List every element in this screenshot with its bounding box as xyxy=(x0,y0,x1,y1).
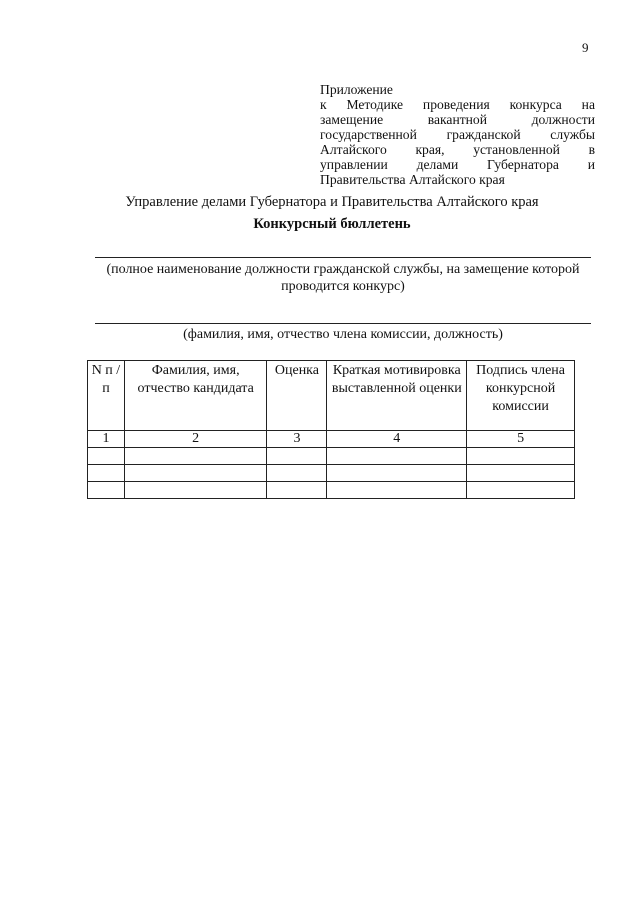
column-number: 1 xyxy=(88,431,125,448)
table-cell[interactable] xyxy=(124,482,267,499)
header-candidate-name: Фамилия, имя, отчество кандидата xyxy=(124,361,267,431)
appendix-line: управлении делами Губернатора и xyxy=(320,157,595,172)
table-cell[interactable] xyxy=(467,448,575,465)
table-cell[interactable] xyxy=(267,482,327,499)
document-title: Конкурсный бюллетень xyxy=(253,216,411,232)
page-number: 9 xyxy=(582,40,589,55)
appendix-line: замещение вакантной должности xyxy=(320,112,595,127)
table-cell[interactable] xyxy=(327,465,467,482)
table-numbering-row xyxy=(88,431,575,448)
table-row xyxy=(88,448,575,465)
header-number: N п /п xyxy=(88,361,125,431)
appendix-line: Правительства Алтайского края xyxy=(320,172,505,187)
member-fill-line xyxy=(95,323,591,324)
header-score: Оценка xyxy=(267,361,327,431)
organization-title: Управление делами Губернатора и Правительства Алтайского края xyxy=(125,194,539,210)
table-cell[interactable] xyxy=(124,465,267,482)
appendix-line: Приложение xyxy=(320,82,393,97)
column-number: 4 xyxy=(327,431,467,448)
appendix-note xyxy=(320,82,595,187)
table-cell[interactable] xyxy=(88,465,125,482)
table-cell[interactable] xyxy=(88,482,125,499)
header-motivation: Краткая мотивировка выставленной оценки xyxy=(327,361,467,431)
table-cell[interactable] xyxy=(327,448,467,465)
table-cell[interactable] xyxy=(267,448,327,465)
table-header-row xyxy=(88,361,575,431)
table-cell[interactable] xyxy=(88,448,125,465)
position-fill-line xyxy=(95,257,591,258)
table-cell[interactable] xyxy=(327,482,467,499)
appendix-line: государственной гражданской службы xyxy=(320,127,595,142)
position-caption: (полное наименование должности гражданской службы, на замещение которой проводится конкурс) xyxy=(106,262,580,294)
column-number: 3 xyxy=(267,431,327,448)
table-row xyxy=(88,482,575,499)
header-signature: Подпись члена конкурсной комиссии xyxy=(467,361,575,431)
column-number: 5 xyxy=(467,431,575,448)
table-cell[interactable] xyxy=(267,465,327,482)
table-cell[interactable] xyxy=(467,482,575,499)
table-cell[interactable] xyxy=(124,448,267,465)
ballot-table xyxy=(87,360,575,499)
table-cell[interactable] xyxy=(467,465,575,482)
appendix-line: к Методике проведения конкурса на xyxy=(320,97,595,112)
column-number: 2 xyxy=(124,431,267,448)
appendix-line: Алтайского края, установленной в xyxy=(320,142,595,157)
member-caption: (фамилия, имя, отчество члена комиссии, должность) xyxy=(183,327,503,342)
table-row xyxy=(88,465,575,482)
